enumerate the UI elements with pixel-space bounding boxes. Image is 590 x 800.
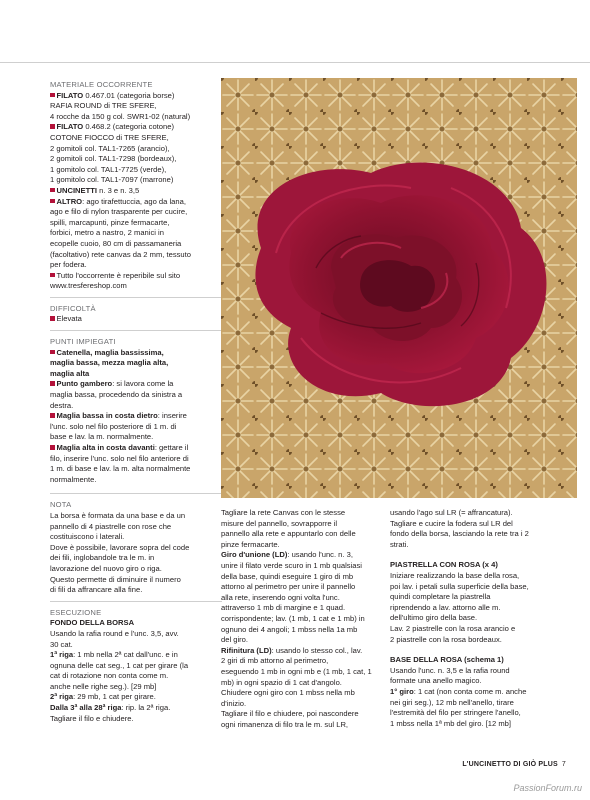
piastrella-line: Lav. 2 piastrelle con la rosa arancio e (390, 623, 516, 633)
stitch-dietro: Maglia bassa in costa dietro: inserire (50, 411, 222, 422)
paragraph-gap (390, 550, 568, 560)
section-divider (50, 601, 222, 602)
materials-filato1-line: RAFIA ROUND di TRE SFERE, (50, 101, 157, 111)
bullet-square-icon (50, 413, 55, 418)
stitches-list-line: maglia bassa, mezza maglia alta, (50, 358, 169, 368)
page-number: 7 (561, 761, 566, 768)
piastrella-title: PIASTRELLA CON ROSA (x 4) (390, 560, 498, 570)
giro-unione-line: del giro. (221, 635, 249, 645)
nota-line: dei fili, inglobandole tra le m. in (50, 553, 155, 563)
materials-filato2-line: 1 gomitolo col. TAL1-7725 (verde), (50, 164, 167, 174)
nota-line: pannello di 4 piastrelle con rose che (50, 521, 172, 531)
stitch-gambero: Punto gambero: si lavora come la (50, 379, 222, 390)
fodera-text: fondo della borsa, lasciando la rete tra i 2 (390, 529, 529, 539)
nota-line: Questo permette di diminuire il numero (50, 574, 181, 584)
giro1-line: l'estremità del filo per stringere l'anello, (390, 708, 521, 718)
giro1-line: nei giri seg.), 12 mb nell'anello, tirare (390, 697, 514, 707)
stitch-gambero-line: maglia bassa, procedendo da sinistra a (50, 390, 183, 400)
middle-column (221, 508, 389, 730)
materials-altro-line: ecopelle cuoio, 80 cm di passamaneria (50, 238, 182, 248)
esecuzione-heading: ESECUZIONE (50, 607, 102, 617)
materials-altro-line: (facoltativo) rete canvas da 2 mm, tessuto (50, 249, 191, 259)
giro-unione-line: unire il filato verde scuro in 1 mb qualsiasi (221, 560, 362, 570)
piastrella-line: 2 piastrelle con la rosa bordeaux. (390, 634, 502, 644)
section-divider (50, 297, 222, 298)
materials-altro-line: ago e filo di nylon trasparente per cucire, (50, 207, 188, 217)
riga3: Dalla 3ª alla 28ª riga: rip. la 2ª riga. (50, 703, 171, 713)
riga2: 2ª riga: 29 mb, 1 cat per girare. (50, 692, 156, 702)
riga1-line: anche nelle righe seg.). [29 mb] (50, 681, 157, 691)
magazine-name: L'UNCINETTO DI GIÒ PLUS (462, 761, 558, 768)
shop-link[interactable]: www.tresfereshop.com (50, 281, 127, 291)
left-column (50, 80, 222, 724)
right-column (390, 508, 568, 729)
materials-altro-line: spilli, marcapunti, pinze fermacarte, (50, 217, 170, 227)
bullet-square-icon (50, 316, 55, 321)
giro-unione-line: attraverso 1 mb di margine e 1 quad. (221, 603, 346, 613)
fodera-text: usando l'ago sul LR (= affrancatura). (390, 508, 513, 517)
giro-unione: Giro d'unione (LD): usando l'unc. n. 3, (221, 550, 353, 560)
rifinitura-line: mb) in ogni spazio di 1 cat d'angolo. (221, 677, 342, 687)
materials-filato2-line: 1 gomitolo col. TAL1-7097 (marrone) (50, 175, 174, 185)
difficulty-heading: DIFFICOLTÀ (50, 303, 96, 313)
base-line: formate una anello magico. (390, 676, 482, 686)
riga1: 1ª riga: 1 mb nella 2ª cat dall'unc. e in (50, 650, 178, 660)
giro-unione-line: ognuno dei 4 angoli; 1 mbss nella 1a mb (221, 624, 358, 634)
stitch-dietro-line: l'unc. solo nel filo posteriore di 1 m. di (50, 421, 177, 431)
materials-altro-line: per fodera. (50, 260, 87, 270)
materials-filato1: FILATO 0.467.01 (categoria borse) (50, 91, 222, 102)
stitch-davanti: Maglia alta in costa davanti: gettare il (50, 443, 222, 454)
fondo-title: FONDO DELLA BORSA (50, 618, 135, 628)
rifinitura-line: Tagliare il filo e chiudere, poi nascondere (221, 709, 359, 719)
bullet-square-icon (50, 350, 55, 355)
stitches-heading: PUNTI IMPIEGATI (50, 337, 116, 347)
bullet-square-icon (50, 93, 55, 98)
rifinitura: Rifinitura (LD): usando lo stesso col., lav. (221, 645, 363, 655)
stitches-list-line: maglia alta (50, 368, 90, 378)
materials-filato2: FILATO 0.468.2 (categoria cotone) (50, 122, 222, 133)
riga1-line: cat di rotazione non conta come m. (50, 671, 169, 681)
bullet-square-icon (50, 273, 55, 278)
giro-unione-line: alla rete, inserendo ogni volta l'unc. (221, 592, 340, 602)
giro-unione-line: attorno al perimetro per unire il pannello (221, 582, 356, 592)
rose-photo (221, 78, 577, 498)
canvas-text: Tagliare la rete Canvas con le stesse (221, 508, 346, 517)
top-rule (0, 62, 590, 63)
rifinitura-line: Chiudere ogni giro con 1 mbss nella mb (221, 688, 355, 698)
materials-filato1-line: 4 rocche da 150 g col. SWR1-02 (natural) (50, 111, 191, 121)
materials-filato2-line: 2 gomitoli col. TAL1-7265 (arancio), (50, 143, 170, 153)
nota-line: Dove è possibile, lavorare sopra del code (50, 542, 190, 552)
materials-altro: ALTRO: ago tirafettuccia, ago da lana, (50, 197, 222, 208)
nota-line: lavorazione del nuovo giro o riga. (50, 563, 162, 573)
materials-uncinetti: UNCINETTI n. 3 e n. 3,5 (50, 186, 222, 197)
stitch-dietro-line: base e lav. la m. normalmente. (50, 432, 154, 442)
piastrella-line: quindi completare la piastrella (390, 592, 491, 602)
page-footer (462, 761, 566, 768)
materials-heading: MATERIALE OCCORRENTE (50, 80, 153, 89)
materials-filato2-line: 2 gomitoli col. TAL1-7298 (bordeaux), (50, 154, 177, 164)
canvas-text: pinze fermacarte. (221, 539, 280, 549)
bullet-square-icon (50, 445, 55, 450)
base-title: BASE DELLA ROSA (schema 1) (390, 655, 504, 665)
stitch-davanti-line: 1 m. di base e lav. la m. alta normalmente (50, 464, 191, 474)
rifinitura-line: d'inizio. (221, 698, 247, 708)
bullet-square-icon (50, 124, 55, 129)
canvas-text: pannello alla rete e appuntarlo con delle (221, 529, 356, 539)
riga1-line: ognuna delle cat seg., 1 cat per girare (la (50, 660, 189, 670)
stitch-gambero-line: destra. (50, 400, 74, 410)
watermark: PassionForum.ru (513, 783, 582, 793)
fondo-intro: Usando la rafia round e l'unc. 3,5, avv. (50, 628, 179, 638)
rifinitura-line: ogni rimanenza di filo tra le m. sul LR, (221, 719, 349, 729)
difficulty-level: Elevata (50, 314, 222, 325)
giro-unione-line: della base, quindi eseguire 1 giro di mb (221, 571, 354, 581)
fodera-text: strati. (390, 539, 409, 549)
materials-filato2-line: COTONE FIOCCO di TRE SFERE, (50, 132, 169, 142)
piastrella-line: Iniziare realizzando la base della rosa, (390, 570, 520, 580)
bullet-square-icon (50, 199, 55, 204)
piastrella-line: dell'ultimo giro della base. (390, 613, 478, 623)
rifinitura-line: eseguendo 1 mb in ogni mb e (1 mb, 1 cat, 1 (221, 666, 372, 676)
stitches-list: Catenella, maglia bassissima, (50, 348, 222, 359)
stitch-davanti-line: normalmente. (50, 474, 97, 484)
bullet-square-icon (50, 188, 55, 193)
giro1-line: 1 mbss nella 1ª mb del giro. [12 mb] (390, 718, 511, 728)
canvas-text: misure del pannello, sovrapporre il (221, 518, 338, 528)
piastrella-line: poi lav. i petali sulla superficie della base, (390, 581, 529, 591)
fondo-intro: 30 cat. (50, 639, 73, 649)
nota-heading: NOTA (50, 500, 72, 510)
nota-line: costituiscono i laterali. (50, 532, 125, 542)
bullet-square-icon (50, 381, 55, 386)
section-divider (50, 493, 222, 494)
stitch-davanti-line: filo, inserire l'unc. solo nel filo anteriore di (50, 453, 189, 463)
nota-line: La borsa è formata da una base e da un (50, 510, 186, 520)
fondo-final: Tagliare il filo e chiudere. (50, 713, 134, 723)
base-line: Usando l'unc. n. 3,5 e la rafia round (390, 665, 510, 675)
materials-occorrente: Tutto l'occorrente è reperibile sul sito (50, 271, 222, 282)
fodera-text: Tagliare e cucire la fodera sul LR del (390, 518, 513, 528)
giro-unione-line: corrispondente; lav. (1 mb, 1 cat e 1 mb) in (221, 613, 365, 623)
section-divider (50, 330, 222, 331)
nota-line: di fili da affrancare alla fine. (50, 585, 143, 595)
crochet-rose-illustration (221, 78, 577, 498)
paragraph-gap (390, 645, 568, 655)
rifinitura-line: 2 giri di mb attorno al perimetro, (221, 656, 329, 666)
giro1: 1° giro: 1 cat (non conta come m. anche (390, 686, 527, 696)
materials-altro-line: forbici, metro a nastro, 2 manici in (50, 228, 164, 238)
piastrella-line: riprendendo a lav. attorno alle m. (390, 602, 501, 612)
